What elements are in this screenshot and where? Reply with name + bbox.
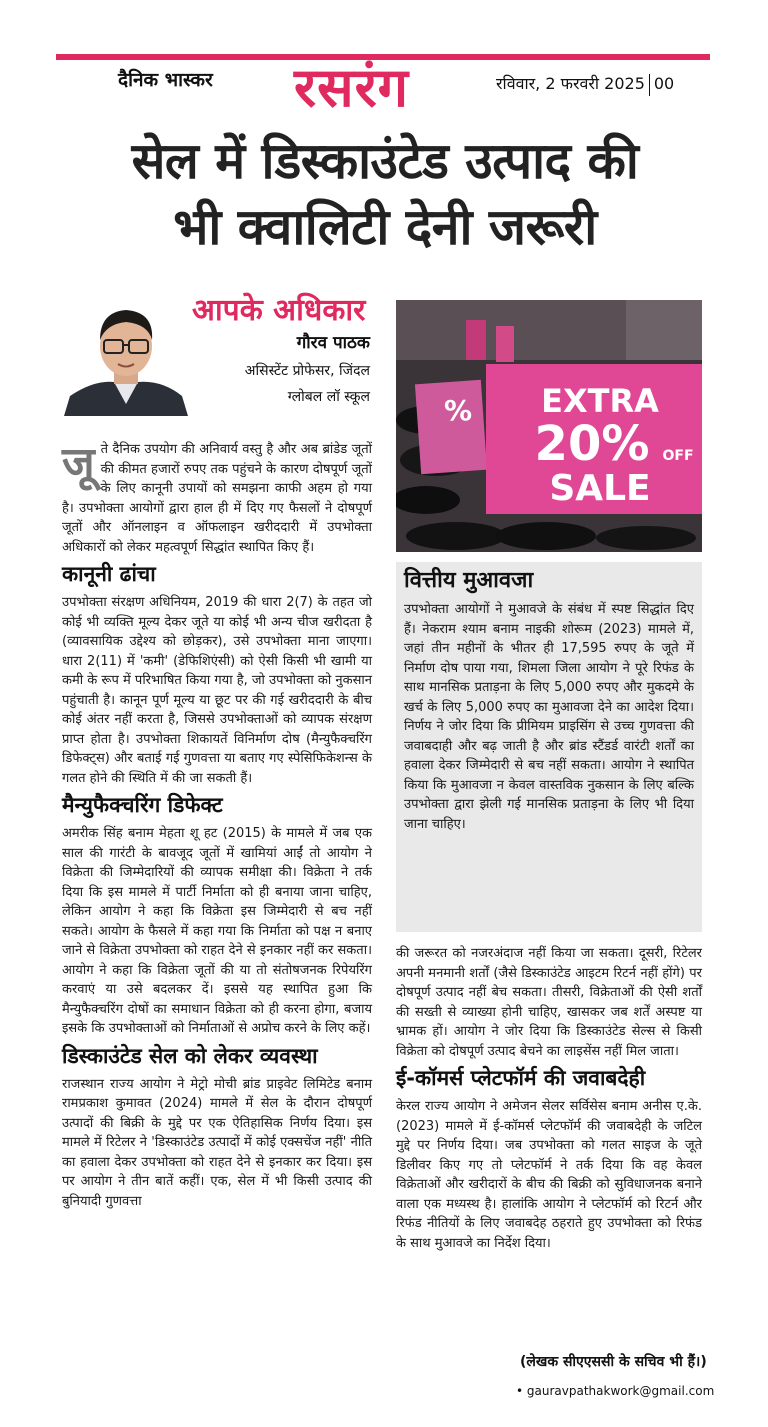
legal-framework-text: उपभोक्ता संरक्षण अधिनियम, 2019 की धारा 2(7) के तहत जो कोई भी व्यक्ति मूल्य देकर जूते या कोई भी अन्य चीज खरीदता है (व्यावसायिक उद्देश्य को छोड़कर), उसे उपभोक्ता माना जाएगा। धारा 2(11) में 'कमी' (डेफिशिएंसी) को ऐसी किसी भी खामी या कमी के रूप में परिभाषित किया गया है, जो उपभोक्ता को नुकसान पहुंचाती है। कानून पूर्ण मूल्य या छूट पर की गई खरीददारी के बीच कोई अंतर नहीं करता है, जिससे उपभोक्ताओं को व्यापक संरक्षण प्राप्त होता है। उपभोक्ता शिकायतें विनिर्माण दोष (मैन्युफैक्चरिंग डिफेक्ट्स) और बताई गई गुणवत्ता या बताए गए स्पेसिफिकेशन्स के गलत होने की स्थिति में की जा सकती हैं। <box>62 595 372 786</box>
author-email[interactable]: • gauravpathakwork@gmail.com <box>516 1384 715 1398</box>
page-number: 00 <box>653 74 675 93</box>
author-role <box>170 358 370 410</box>
drop-cap: जू <box>62 438 95 489</box>
sign-extra: EXTRA <box>541 382 659 420</box>
author-note: (लेखक सीएएससी के सचिव भी हैं।) <box>520 1354 707 1370</box>
sign-off: OFF <box>662 448 694 464</box>
headline-line-2: भी क्वालिटी देनी जरूरी <box>173 198 597 256</box>
sign-sale: SALE <box>549 468 651 509</box>
dateline <box>496 72 674 96</box>
ecommerce-text: केरल राज्य आयोग ने अमेजन सेलर सर्विसेस बनाम अनीस ए.के. (2023) मामले में ई-कॉमर्स प्लेटफॉर्म की जवाबदेही के जटिल मुद्दे पर निर्णय दिया। जब उपभोक्ता को गलत साइज के जूते डिलीवर किए गए तो प्लेटफॉर्म ने तर्क दिया कि वह केवल विक्रेताओं और खरीदारों के बीच की बिक्री को सुविधाजनक बनाने वाला एक मध्यस्थ है। हालांकि आयोग ने प्लेटफॉर्म को रिटर्न और रिफंड नीतियों के लिए जवाबदेह ठहराते हुए उपभोक्ता को रिफंड के साथ मुआवजे का निर्देश दिया। <box>396 1099 702 1251</box>
discount-continuation-text: की जरूरत को नजरअंदाज नहीं किया जा सकता। दूसरी, रिटेलर अपनी मनमानी शर्तों (जैसे डिस्काउंटेड आइटम रिटर्न नहीं होंगे) पर दोषपूर्ण उत्पाद नहीं बेच सकता। तीसरी, विक्रेताओं की ऐसी शर्तों की सख्ती से व्याख्या होनी चाहिए, खासकर जब शर्तें अस्पष्ट या भ्रामक हों। आयोग ने जोर दिया कि डिस्काउंटेड सेल्स से किसी विक्रेता को दोषपूर्ण उत्पाद बेचने का लाइसेंस नहीं मिल जाता। <box>396 946 702 1059</box>
heading-legal-framework: कानूनी ढांचा <box>62 562 156 586</box>
date-separator <box>649 74 650 96</box>
supplement-logo: रसरंग <box>294 55 410 119</box>
author-name: गौरव पाठक <box>296 333 370 353</box>
sale-photo <box>396 300 702 552</box>
heading-discount-sale: डिस्काउंटेड सेल को लेकर व्यवस्था <box>62 1043 318 1068</box>
heading-ecommerce: ई-कॉमर्स प्लेटफॉर्म की जवाबदेही <box>396 1066 646 1090</box>
issue-date: रविवार, 2 फरवरी 2025 <box>496 74 645 93</box>
author-email-text: gauravpathakwork@gmail.com <box>526 1384 715 1398</box>
discount-sale-text: राजस्थान राज्य आयोग ने मेट्रो मोची ब्रांड प्राइवेट लिमिटेड बनाम रामप्रकाश कुमावत (2024) मामले में सेल के दौरान दोषपूर्ण उत्पादों की बिक्री के मुद्दे पर एक ऐतिहासिक निर्णय दिया। इस मामले में रिटेलर ने 'डिस्काउंटेड उत्पादों में कोई एक्सचेंज नहीं' नीति का हवाला देकर उपभोक्ता को राहत देने से इनकार कर दिया। इस पर आयोग ने तीन बातें कहीं। एक, सेल में भी किसी उत्पाद की बुनियादी गुणवत्ता <box>62 1076 372 1209</box>
sign-percent-tag: % <box>444 394 473 427</box>
newspaper-brand: दैनिक भास्कर <box>118 69 213 91</box>
headline <box>40 128 730 260</box>
compensation-text: उपभोक्ता आयोगों ने मुआवजे के संबंध में स्पष्ट सिद्धांत दिए हैं। नेकराम श्याम बनाम नाइकी शोरूम (2023) मामले में, जहां तीन महीनों के भीतर ही 17,595 रुपए के जूते में निर्माण दोष पाया गया, शिमला जिला आयोग ने पूरे रिफंड के साथ मानसिक प्रताड़ना के लिए 5,000 रुपए और मुकदमे के खर्च के लिए 5,000 रुपए का मुआवजा देने का आदेश दिया। निर्णय ने जोर दिया कि प्रीमियम प्राइसिंग से उच्च गुणवत्ता की जवाबदाही और बढ़ जाती है और ब्रांड स्टैंडर्ड वारंटी शर्तों का हवाला देकर जिम्मेदारी से बच नहीं सकता। आयोग ने स्थापित किया कि मुआवजा न केवल वास्तविक नुकसान के लिए बल्कि उपभोक्ता द्वारा झेली गई मानसिक प्रताड़ना के लिए भी दिया जाना चाहिए। <box>404 602 694 832</box>
headline-line-1: सेल में डिस्काउंटेड उत्पाद की <box>131 132 639 190</box>
author-role-line-1: असिस्टेंट प्रोफेसर, जिंदल <box>244 363 370 379</box>
intro-paragraph <box>62 440 372 557</box>
intro-text: ते दैनिक उपयोग की अनिवार्य वस्तु है और अब ब्रांडेड जूतों की कीमत हजारों रुपए तक पहुंचने के कारण दोषपूर्ण जूतों के लिए कानूनी उपायों को समझना काफी अहम हो गया है। उपभोक्ता आयोगों द्वारा हाल ही में दिए गए फैसलों ने दोषपूर्ण जूतों और ऑनलाइन व ऑफलाइन खरीददारी में उपभोक्ता अधिकारों को लेकर महत्वपूर्ण सिद्धांत स्थापित किए हैं। <box>62 442 372 555</box>
heading-compensation: वित्तीय मुआवजा <box>404 568 534 593</box>
sign-percentage: 20% <box>534 416 650 472</box>
heading-manufacturing-defect: मैन्युफैक्चरिंग डिफेक्ट <box>62 793 223 817</box>
left-column <box>62 440 372 1215</box>
manufacturing-defect-text: अमरीक सिंह बनाम मेहता शू हट (2015) के मामले में जब एक साल की गारंटी के बावजूद जूतों में खामियां आईं तो आयोग ने विक्रेता की जिम्मेदारियों की व्यापक समीक्षा की। विक्रेता ने तर्क दिया कि इस मामले में पार्टी निर्माता को ही बनाया जाना चाहिए, लेकिन आयोग ने कहा कि विक्रेता इस जिम्मेदारी से बच नहीं सकते। आयोग के फैसले में कहा गया कि निर्माता को पक्ष न बनाए जाने से विक्रेता उपभोक्ता को राहत देने से इनकार नहीं कर सकता। आयोग ने कहा कि विक्रेता जूतों की या तो संतोषजनक रिपेयरिंग करवाएं या उसे बदलकर दें। इससे यह स्थापित हुआ कि मैन्युफैक्चरिंग दोषों का समाधान विक्रेता को ही करना होगा, बजाय इसके कि उपभोक्ताओं को निर्माताओं से अप्रोच करने के लिए कहें। <box>62 826 372 1036</box>
column-kicker: आपके अधिकार <box>192 293 366 328</box>
compensation-box <box>396 562 702 932</box>
right-column <box>396 944 702 1257</box>
author-role-line-2: ग्लोबल लॉ स्कूल <box>287 389 370 405</box>
